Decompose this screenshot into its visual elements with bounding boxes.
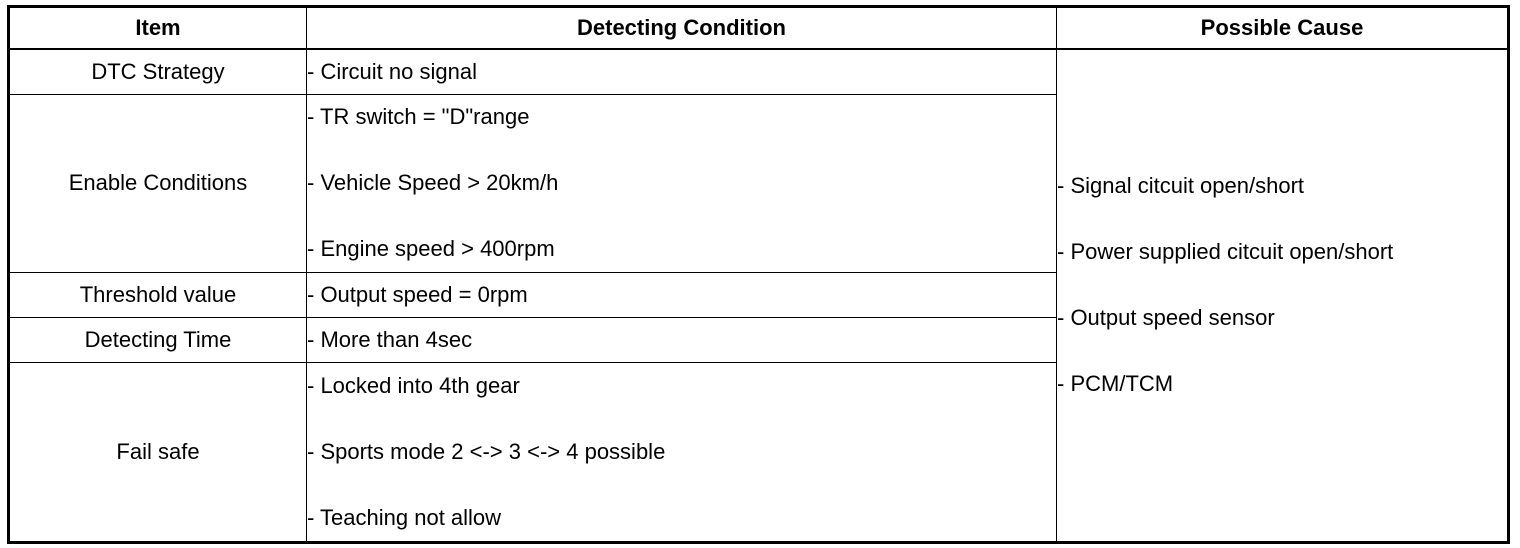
row-condition-enable-conditions [307,94,1057,272]
condition-line: - Circuit no signal [307,58,477,84]
row-item-enable-conditions: Enable Conditions [9,94,307,272]
row-item-dtc-strategy: DTC Strategy [9,49,307,94]
condition-line: - Vehicle Speed > 20km/h [307,170,559,195]
possible-cause-cell [1057,49,1509,542]
table-row [9,49,1509,94]
row-condition-threshold-value [307,272,1057,317]
condition-line: - Locked into 4th gear [307,372,520,398]
row-condition-fail-safe [307,362,1057,542]
row-item-detecting-time: Detecting Time [9,317,307,362]
condition-line: - Sports mode 2 <-> 3 <-> 4 possible [307,438,666,464]
header-detecting-condition: Detecting Condition [307,7,1057,50]
cause-line: - Signal citcuit open/short [1057,173,1305,199]
row-item-fail-safe: Fail safe [9,362,307,542]
header-row [9,7,1509,50]
row-condition-detecting-time [307,317,1057,362]
header-possible-cause: Possible Cause [1057,7,1509,50]
cause-line: - Output speed sensor [1057,305,1275,331]
condition-line: - More than 4sec [307,326,473,352]
cause-line: - PCM/TCM [1057,371,1174,397]
diagnostic-table [7,5,1510,544]
condition-line: - TR switch = "D"range [307,104,530,129]
cause-line: - Power supplied citcuit open/short [1057,239,1394,265]
condition-line: - Output speed = 0rpm [307,281,528,307]
row-condition-dtc-strategy [307,49,1057,94]
header-item: Item [9,7,307,50]
condition-line: - Engine speed > 400rpm [307,236,555,261]
row-item-threshold-value: Threshold value [9,272,307,317]
condition-line: - Teaching not allow [307,504,502,530]
